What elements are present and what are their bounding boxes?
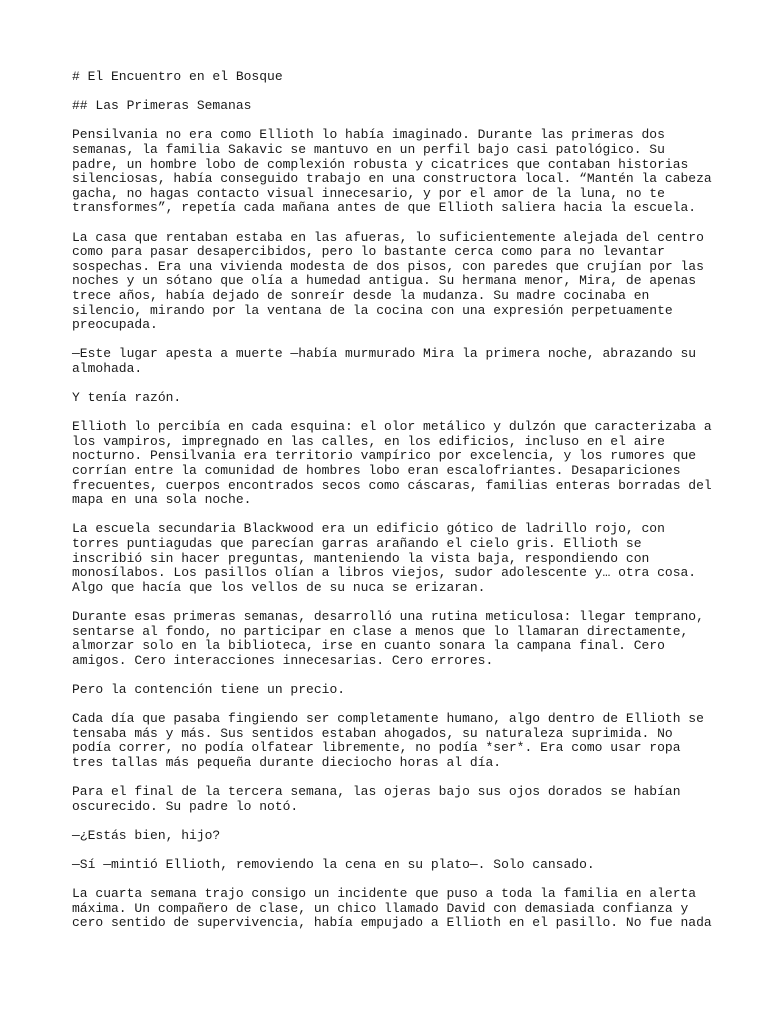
- document-page: [72, 70, 712, 946]
- paragraph-9: Cada día que pasaba fingiendo ser completamente humano, algo dentro de Ellioth se tensaba más y más. Sus sentidos estaban ahogados, su naturaleza suprimida. No podía correr, no podía olfatear libremente, no podía *ser*. Era como usar ropa tres tallas más pequeña durante dieciocho horas al día.: [72, 711, 704, 770]
- paragraph-1: Pensilvania no era como Ellioth lo había imaginado. Durante las primeras dos semanas, la familia Sakavic se mantuvo en un perfil bajo casi patológico. Su padre, un hombre lobo de complexión robusta y cicatrices que contaban historias silenciosas, había conseguido trabajo en una constructora local. “Mantén la cabeza gacha, no hagas contacto visual innecesario, y por el amor de la luna, no te transformes”, repetía cada mañana antes de que Ellioth saliera hacia la escuela.: [72, 127, 712, 216]
- section-heading: ## Las Primeras Semanas: [72, 98, 252, 114]
- document-title: # El Encuentro en el Bosque: [72, 69, 283, 84]
- paragraph-8: Pero la contención tiene un precio.: [72, 681, 346, 697]
- paragraph-10: Para el final de la tercera semana, las ojeras bajo sus ojos dorados se habían oscurecido. Su padre lo notó.: [72, 784, 681, 814]
- paragraph-13: La cuarta semana trajo consigo un incidente que puso a toda la familia en alerta máxima. Un compañero de clase, un chico llamado David con demasiada confianza y cero sentido de supervivencia, había empujado a Ellioth en el pasillo. No fue nada: [72, 886, 712, 931]
- paragraph-4: Y tenía razón.: [72, 390, 182, 406]
- paragraph-7: Durante esas primeras semanas, desarrolló una rutina meticulosa: llegar temprano, sentarse al fondo, no participar en clase a menos que lo llamaran directamente, almorzar solo en la biblioteca, irse en cuanto sonara la campana final. Cero amigos. Cero interacciones innecesarias. Cero errores.: [72, 608, 704, 668]
- paragraph-5: Ellioth lo percibía en cada esquina: el olor metálico y dulzón que caracterizaba a los vampiros, impregnado en las calles, en los edificios, incluso en el aire nocturno. Pensilvania era territorio vampírico por excelencia, y los rumores que corrían entre la comunidad de hombres lobo eran escalofriantes. Desapariciones frecuentes, cuerpos encontrados secos como cáscaras, familias enteras borradas del mapa en una sola noche.: [72, 419, 712, 508]
- paragraph-6: La escuela secundaria Blackwood era un edificio gótico de ladrillo rojo, con torres puntiagudas que parecían garras arañando el cielo gris. Ellioth se inscribió sin hacer preguntas, manteniendo la vista baja, respondiendo con monosílabos. Los pasillos olían a libros viejos, sudor adolescente y… otra cosa. Algo que hacía que los vellos de su nuca se erizaran.: [72, 521, 697, 595]
- paragraph-3: —Este lugar apesta a muerte —había murmurado Mira la primera noche, abrazando su almohada.: [72, 346, 697, 376]
- paragraph-2: La casa que rentaban estaba en las afueras, lo suficientemente alejada del centro como para pasar desapercibidos, pero lo bastante cerca como para no levantar sospechas. Era una vivienda modesta de dos pisos, con paredes que crujían por las noches y un sótano que olía a humedad antigua. Su hermana menor, Mira, de apenas trece años, había dejado de sonreír desde la mudanza. Su madre cocinaba en silencio, mirando por la ventana de la cocina con una expresión perpetuamente preocupada.: [72, 229, 704, 333]
- paragraph-11: —¿Estás bien, hijo?: [72, 827, 221, 843]
- paragraph-12: —Sí —mintió Ellioth, removiendo la cena en su plato—. Solo cansado.: [72, 857, 595, 873]
